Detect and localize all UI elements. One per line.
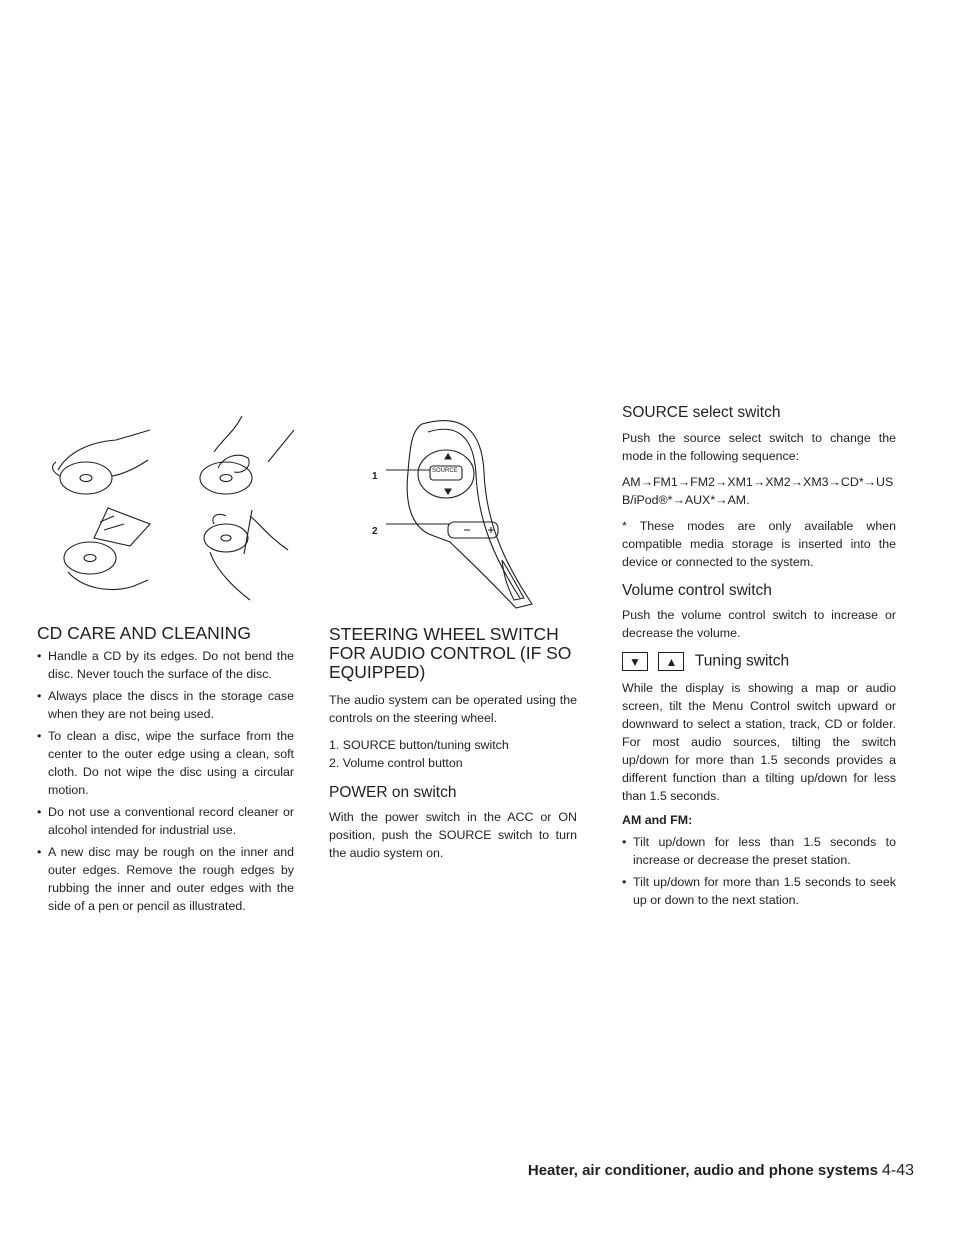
power-heading: POWER on switch bbox=[329, 784, 457, 801]
list-item: 2. Volume control button bbox=[329, 756, 463, 770]
steering-heading: STEERING WHEEL SWITCH FOR AUDIO CONTROL (IF SO EQUIPPED) bbox=[329, 624, 572, 682]
steering-wheel-switch-illustration bbox=[364, 412, 544, 612]
tuning-text: While the display is showing a map or audio screen, tilt the Menu Control switch upward or downward to select a station, track, CD or folder. For most audio sources, tilting the switch up/down for more than 1.5 seconds provides a different function than a tilting up/down for less than 1.5 seconds. bbox=[622, 681, 896, 803]
list-item: • To clean a disc, wipe the surface from the center to the outer edge using a clean, soft cloth. Do not wipe the disc using a circular motion. bbox=[37, 729, 294, 797]
list-item: • Tilt up/down for less than 1.5 seconds to increase or decrease the preset station. bbox=[622, 835, 896, 867]
page-number: 4-43 bbox=[881, 1162, 914, 1179]
list-item: • Always place the discs in the storage case when they are not being used. bbox=[37, 689, 294, 721]
list-item: 1. SOURCE button/tuning switch bbox=[329, 738, 509, 752]
down-arrow-icon: ▼ bbox=[622, 652, 648, 671]
source-text: Push the source select switch to change the mode in the following sequence: bbox=[622, 431, 896, 463]
list-item: • Tilt up/down for more than 1.5 seconds to seek up or down to the next station. bbox=[622, 875, 896, 907]
source-note: * These modes are only available when compatible media storage is inserted into the device or connected to the system. bbox=[622, 519, 896, 569]
tuning-heading-row bbox=[622, 652, 896, 671]
callout-1: 1 bbox=[372, 471, 378, 482]
column-right bbox=[622, 404, 896, 909]
cd-handling-illustration bbox=[38, 412, 296, 612]
power-text: With the power switch in the ACC or ON position, push the SOURCE switch to turn the audio system on. bbox=[329, 810, 577, 860]
source-sequence: AM→FM1→FM2→XM1→XM2→XM3→CD*→USB/iPod®*→AUX*→AM. bbox=[622, 475, 894, 507]
tuning-heading: Tuning switch bbox=[694, 652, 790, 670]
volume-text: Push the volume control switch to increase or decrease the volume. bbox=[622, 608, 896, 640]
footer-title: Heater, air conditioner, audio and phone systems bbox=[527, 1162, 878, 1179]
steering-intro: The audio system can be operated using the controls on the steering wheel. bbox=[329, 693, 577, 725]
callout-2: 2 bbox=[372, 526, 378, 537]
up-arrow-icon: ▲ bbox=[658, 652, 684, 671]
volume-heading: Volume control switch bbox=[622, 582, 772, 599]
cd-care-heading: CD CARE AND CLEANING bbox=[37, 623, 251, 643]
page-footer bbox=[514, 1162, 914, 1180]
column-middle bbox=[329, 625, 577, 862]
source-button-label: SOURCE bbox=[432, 468, 458, 474]
list-item: • A new disc may be rough on the inner and outer edges. Remove the rough edges by rubbing the inner and outer edges with the side of a pen or pencil as illustrated. bbox=[37, 845, 294, 913]
list-item: • Do not use a conventional record cleaner or alcohol intended for industrial use. bbox=[37, 805, 294, 837]
column-left bbox=[37, 624, 294, 915]
list-item: • Handle a CD by its edges. Do not bend the disc. Never touch the surface of the disc. bbox=[37, 649, 294, 681]
am-fm-subheading: AM and FM: bbox=[622, 813, 693, 827]
source-heading: SOURCE select switch bbox=[622, 404, 781, 421]
